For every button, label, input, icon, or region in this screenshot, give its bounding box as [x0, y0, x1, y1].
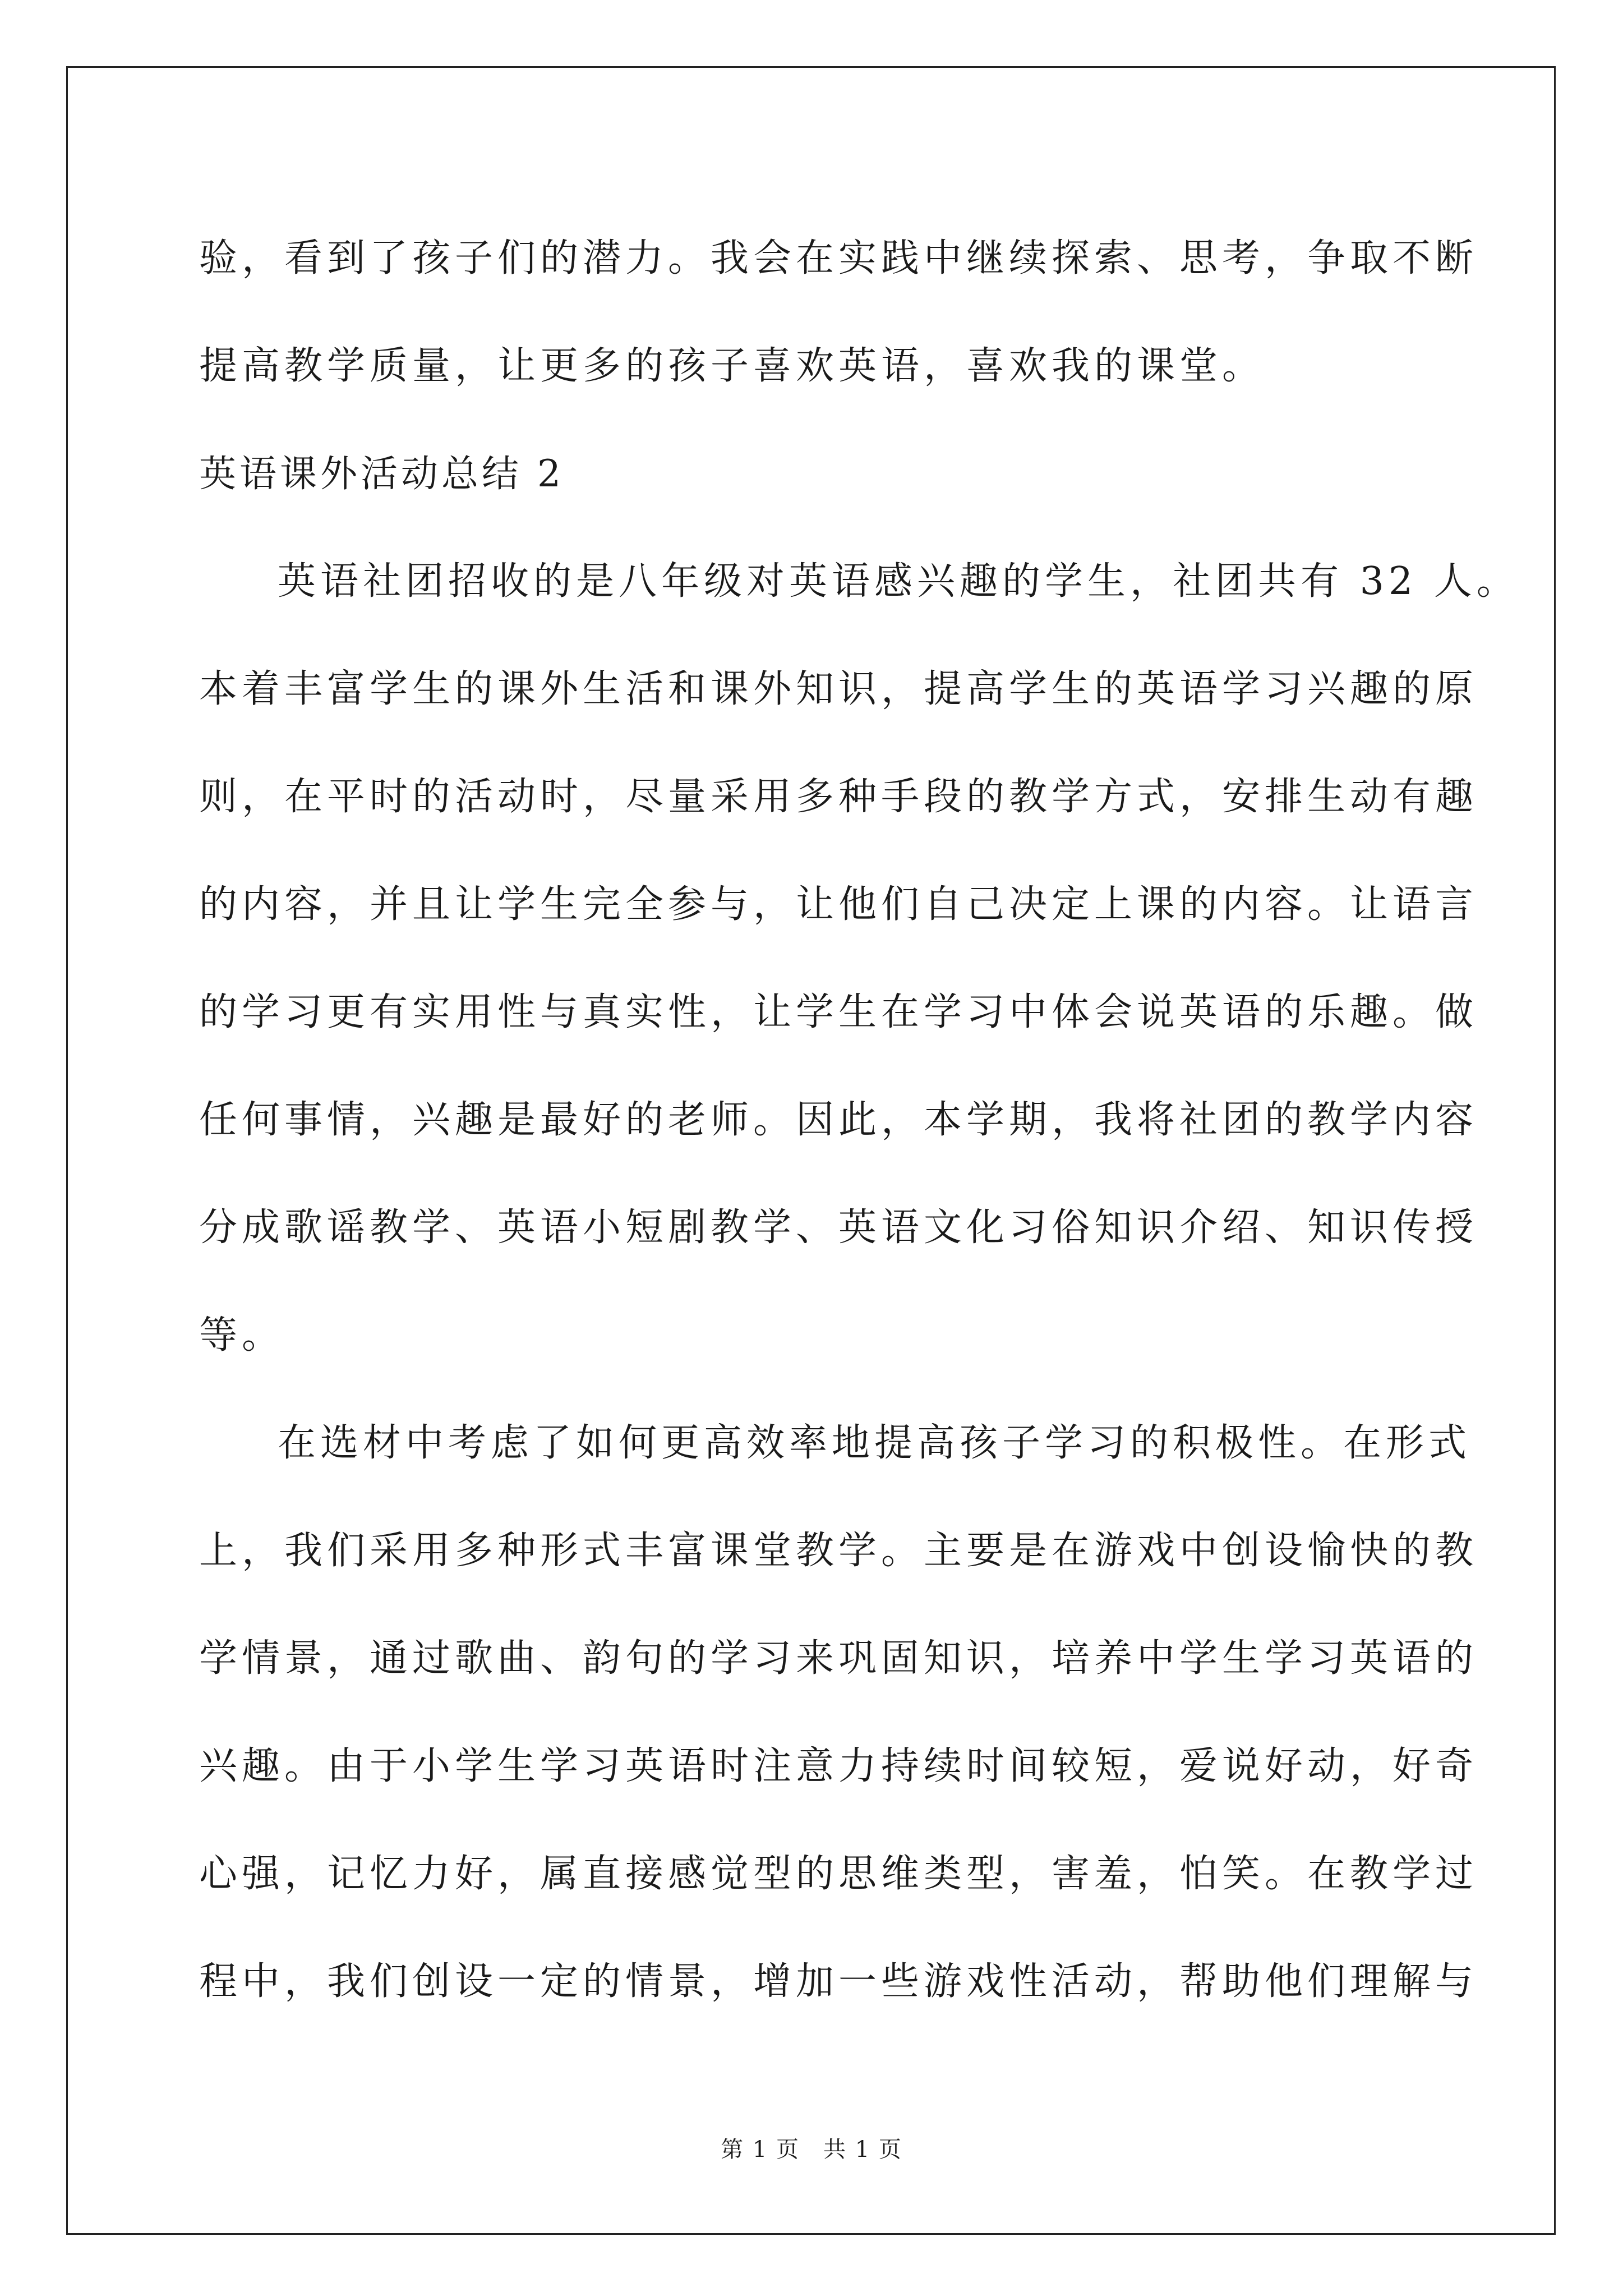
body-line: 心强，记忆力好，属直接感觉型的思维类型，害羞，怕笑。在教学过: [199, 1852, 1478, 1896]
paragraph-first-line: 英语社团招收的是八年级对英语感兴趣的学生，社团共有 32 人。: [278, 559, 1519, 604]
body-line: 本着丰富学生的课外生活和课外知识，提高学生的英语学习兴趣的原: [199, 667, 1478, 711]
body-line: 兴趣。由于小学生学习英语时注意力持续时间较短，爱说好动，好奇: [199, 1744, 1478, 1788]
body-line: 学情景，通过歌曲、韵句的学习来巩固知识，培养中学生学习英语的: [199, 1636, 1478, 1681]
body-line: 程中，我们创设一定的情景，增加一些游戏性活动，帮助他们理解与: [199, 1959, 1478, 2004]
body-line: 等。: [199, 1313, 285, 1358]
body-line: 则，在平时的活动时，尽量采用多种手段的教学方式，安排生动有趣: [199, 775, 1478, 819]
body-line: 的内容，并且让学生完全参与，让他们自己决定上课的内容。让语言: [199, 882, 1478, 927]
paragraph-first-line: 在选材中考虑了如何更高效率地提高孩子学习的积极性。在形式: [278, 1421, 1472, 1465]
body-line: 的学习更有实用性与真实性，让学生在学习中体会说英语的乐趣。做: [199, 990, 1478, 1034]
body-line: 上，我们采用多种形式丰富课堂教学。主要是在游戏中创设愉快的教: [199, 1529, 1478, 1573]
page-number-footer: 第 1 页 共 1 页: [721, 2137, 902, 2162]
section-heading: 英语课外活动总结 2: [199, 452, 564, 495]
body-line: 任何事情，兴趣是最好的老师。因此，本学期，我将社团的教学内容: [199, 1098, 1478, 1142]
document-body: [199, 205, 1519, 2036]
body-line: 分成歌谣教学、英语小短剧教学、英语文化习俗知识介绍、知识传授: [199, 1205, 1478, 1250]
body-line: 验，看到了孩子们的潜力。我会在实践中继续探索、思考，争取不断: [199, 236, 1478, 280]
body-line: 提高教学质量，让更多的孩子喜欢英语，喜欢我的课堂。: [199, 344, 1265, 388]
